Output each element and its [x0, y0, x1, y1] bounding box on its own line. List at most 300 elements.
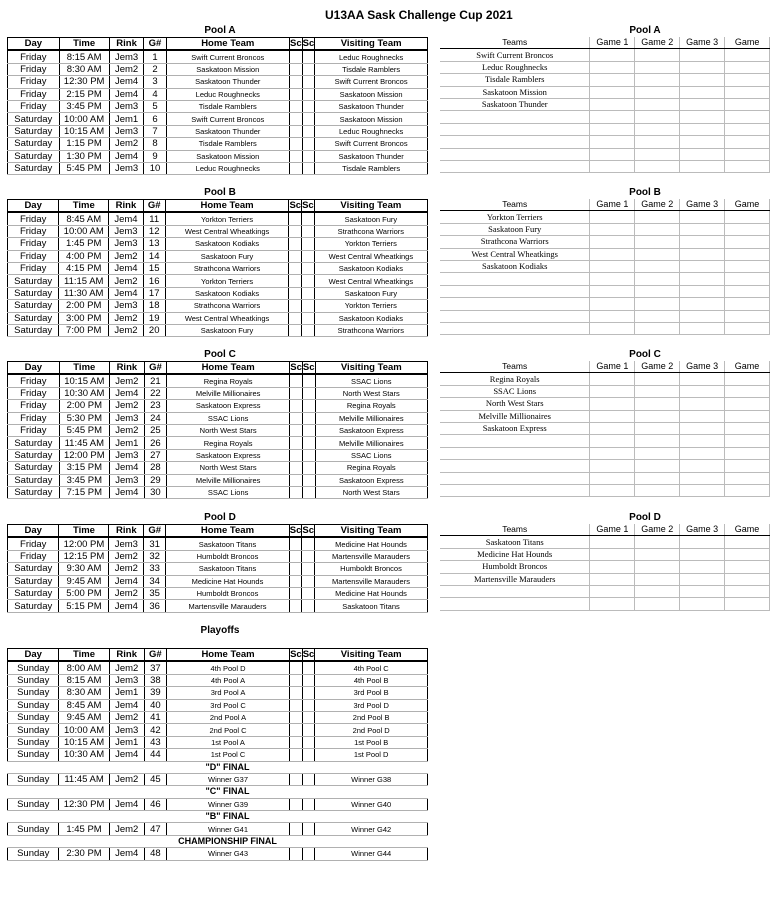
time-cell[interactable]: 8:45 AM — [59, 212, 109, 225]
rink-cell[interactable]: Jem2 — [109, 374, 144, 387]
day-cell[interactable]: Friday — [8, 212, 59, 225]
rink-cell[interactable]: Jem3 — [109, 724, 144, 736]
day-cell[interactable]: Friday — [8, 374, 60, 387]
standings-score-cell[interactable] — [635, 548, 680, 560]
standings-score-cell[interactable] — [590, 136, 635, 148]
standings-score-cell[interactable] — [725, 373, 770, 385]
visiting-team-cell[interactable]: 4th Pool C — [315, 661, 428, 674]
col-rink-header[interactable]: Rink — [109, 362, 144, 375]
standings-score-cell[interactable] — [635, 136, 680, 148]
day-cell[interactable]: Friday — [8, 412, 60, 424]
visiting-team-cell[interactable]: Swift Current Broncos — [315, 76, 428, 88]
standings-score-cell[interactable] — [635, 561, 680, 573]
standings-score-cell[interactable] — [680, 285, 725, 297]
visiting-score-cell[interactable] — [302, 736, 315, 748]
game-number-cell[interactable]: 42 — [144, 724, 166, 736]
standings-game2-header[interactable]: Game 2 — [635, 361, 680, 373]
time-cell[interactable]: 5:00 PM — [59, 587, 109, 599]
standings-score-cell[interactable] — [725, 398, 770, 410]
home-score-cell[interactable] — [290, 400, 303, 412]
home-score-cell[interactable] — [290, 848, 303, 860]
visiting-score-cell[interactable] — [302, 474, 315, 486]
col-score-header[interactable]: Sc — [290, 362, 302, 374]
standings-score-cell[interactable] — [680, 98, 725, 110]
visiting-team-cell[interactable]: Regina Royals — [315, 400, 427, 412]
standings-score-cell[interactable] — [590, 385, 635, 397]
day-cell[interactable]: Saturday — [8, 324, 59, 336]
standings-score-cell[interactable] — [725, 435, 770, 447]
time-cell[interactable]: 10:00 AM — [59, 724, 109, 736]
standings-score-cell[interactable] — [590, 61, 635, 73]
home-team-cell[interactable]: 1st Pool C — [166, 749, 289, 761]
standings-team-cell[interactable]: Tisdale Ramblers — [440, 74, 590, 86]
rink-cell[interactable]: Jem3 — [109, 300, 144, 312]
standings-score-cell[interactable] — [590, 273, 635, 285]
col-time-header[interactable]: Time — [59, 200, 109, 213]
standings-score-cell[interactable] — [725, 322, 770, 334]
game-number-cell[interactable]: 16 — [143, 275, 165, 287]
visiting-team-cell[interactable]: 2nd Pool B — [315, 711, 428, 723]
rink-cell[interactable]: Jem4 — [109, 212, 144, 225]
home-team-cell[interactable]: Tisdale Ramblers — [166, 138, 289, 150]
standings-score-cell[interactable] — [725, 447, 770, 459]
rink-cell[interactable]: Jem4 — [109, 848, 144, 860]
standings-score-cell[interactable] — [725, 49, 770, 61]
visiting-team-cell[interactable]: Martensville Marauders — [315, 550, 428, 562]
visiting-team-cell[interactable]: Saskatoon Thunder — [315, 150, 428, 162]
standings-team-cell[interactable] — [440, 111, 590, 123]
home-team-cell[interactable]: Saskatoon Express — [166, 449, 289, 461]
standings-score-cell[interactable] — [680, 223, 725, 235]
standings-score-cell[interactable] — [635, 398, 680, 410]
day-cell[interactable]: Saturday — [8, 138, 60, 150]
home-score-cell[interactable] — [290, 474, 303, 486]
rink-cell[interactable]: Jem3 — [109, 449, 144, 461]
day-cell[interactable]: Sunday — [8, 724, 59, 736]
home-score-cell[interactable] — [290, 773, 303, 785]
home-team-cell[interactable]: Saskatoon Mission — [166, 63, 289, 75]
standings-team-cell[interactable]: Saskatoon Thunder — [440, 98, 590, 110]
col-score-header[interactable]: Sc — [302, 525, 315, 537]
standings-team-cell[interactable] — [440, 484, 590, 496]
visiting-score-cell[interactable] — [302, 63, 315, 75]
standings-score-cell[interactable] — [725, 236, 770, 248]
standings-score-cell[interactable] — [680, 136, 725, 148]
visiting-team-cell[interactable]: North West Stars — [315, 387, 427, 399]
standings-score-cell[interactable] — [590, 248, 635, 260]
rink-cell[interactable]: Jem3 — [109, 412, 144, 424]
day-cell[interactable]: Saturday — [8, 449, 60, 461]
standings-score-cell[interactable] — [725, 148, 770, 160]
home-score-cell[interactable] — [290, 125, 303, 137]
standings-team-cell[interactable] — [440, 460, 590, 472]
standings-score-cell[interactable] — [590, 260, 635, 272]
standings-score-cell[interactable] — [725, 285, 770, 297]
home-score-cell[interactable] — [290, 424, 303, 436]
home-team-cell[interactable]: Saskatoon Kodiaks — [165, 238, 289, 250]
home-team-cell[interactable]: Leduc Roughnecks — [166, 162, 289, 174]
rink-cell[interactable]: Jem2 — [109, 587, 144, 599]
home-team-cell[interactable]: Swift Current Broncos — [166, 113, 289, 125]
rink-cell[interactable]: Jem4 — [109, 575, 144, 587]
game-number-cell[interactable]: 48 — [144, 848, 166, 860]
visiting-score-cell[interactable] — [302, 724, 315, 736]
rink-cell[interactable]: Jem4 — [109, 749, 144, 761]
standings-score-cell[interactable] — [680, 273, 725, 285]
visiting-team-cell[interactable]: 4th Pool B — [315, 674, 428, 686]
standings-score-cell[interactable] — [590, 373, 635, 385]
time-cell[interactable]: 12:00 PM — [59, 537, 109, 550]
game-number-cell[interactable]: 30 — [144, 486, 166, 498]
standings-score-cell[interactable] — [590, 472, 635, 484]
standings-score-cell[interactable] — [635, 435, 680, 447]
standings-score-cell[interactable] — [590, 410, 635, 422]
time-cell[interactable]: 12:30 PM — [59, 798, 109, 810]
home-team-cell[interactable]: Tisdale Ramblers — [166, 100, 289, 112]
day-cell[interactable]: Saturday — [8, 287, 59, 299]
home-score-cell[interactable] — [290, 138, 303, 150]
home-team-cell[interactable]: Saskatoon Titans — [166, 537, 290, 550]
standings-score-cell[interactable] — [725, 98, 770, 110]
standings-score-cell[interactable] — [725, 123, 770, 135]
col-score-header[interactable]: Sc — [289, 525, 302, 537]
game-number-cell[interactable]: 1 — [144, 50, 166, 63]
day-cell[interactable]: Friday — [8, 400, 60, 412]
standings-score-cell[interactable] — [680, 211, 725, 223]
game-number-cell[interactable]: 31 — [144, 537, 166, 550]
standings-team-cell[interactable] — [440, 285, 590, 297]
rink-cell[interactable]: Jem2 — [109, 773, 144, 785]
home-team-cell[interactable]: 2nd Pool C — [166, 724, 289, 736]
col-score-header[interactable]: Sc — [290, 38, 302, 50]
home-team-cell[interactable]: Saskatoon Kodiaks — [165, 287, 289, 299]
home-score-cell[interactable] — [289, 587, 302, 599]
standings-score-cell[interactable] — [590, 561, 635, 573]
standings-team-cell[interactable]: Saskatoon Express — [440, 422, 590, 434]
rink-cell[interactable]: Jem3 — [109, 125, 144, 137]
day-cell[interactable]: Friday — [8, 63, 60, 75]
standings-score-cell[interactable] — [680, 310, 725, 322]
col-day-header[interactable]: Day — [8, 200, 59, 213]
standings-score-cell[interactable] — [725, 484, 770, 496]
standings-score-cell[interactable] — [635, 86, 680, 98]
col-rink-header[interactable]: Rink — [109, 200, 144, 213]
col-visiting-header[interactable]: Visiting Team — [315, 525, 428, 538]
game-number-cell[interactable]: 43 — [144, 736, 166, 748]
standings-score-cell[interactable] — [635, 148, 680, 160]
time-cell[interactable]: 12:30 PM — [59, 76, 109, 88]
time-cell[interactable]: 10:15 AM — [59, 374, 109, 387]
rink-cell[interactable]: Jem2 — [109, 312, 144, 324]
standings-score-cell[interactable] — [725, 385, 770, 397]
rink-cell[interactable]: Jem4 — [109, 287, 144, 299]
standings-score-cell[interactable] — [635, 49, 680, 61]
home-team-cell[interactable]: Strathcona Warriors — [165, 262, 289, 274]
standings-score-cell[interactable] — [590, 160, 635, 172]
visiting-score-cell[interactable] — [302, 412, 315, 424]
time-cell[interactable]: 2:00 PM — [59, 300, 109, 312]
rink-cell[interactable]: Jem1 — [109, 113, 144, 125]
home-team-cell[interactable]: Winner G37 — [166, 773, 289, 785]
rink-cell[interactable]: Jem4 — [109, 150, 144, 162]
standings-score-cell[interactable] — [680, 123, 725, 135]
visiting-score-cell[interactable] — [302, 798, 315, 810]
standings-score-cell[interactable] — [635, 472, 680, 484]
game-number-cell[interactable]: 9 — [144, 150, 166, 162]
rink-cell[interactable]: Jem1 — [109, 687, 144, 699]
time-cell[interactable]: 10:30 AM — [59, 387, 109, 399]
standings-score-cell[interactable] — [635, 273, 680, 285]
col-score-header[interactable]: Sc — [302, 649, 315, 661]
standings-score-cell[interactable] — [635, 410, 680, 422]
standings-team-cell[interactable]: Martensville Marauders — [440, 573, 590, 585]
standings-score-cell[interactable] — [725, 536, 770, 548]
standings-score-cell[interactable] — [635, 322, 680, 334]
visiting-team-cell[interactable]: Saskatoon Express — [315, 424, 427, 436]
game-number-cell[interactable]: 2 — [144, 63, 166, 75]
home-score-cell[interactable] — [289, 575, 302, 587]
game-number-cell[interactable]: 39 — [144, 687, 166, 699]
col-home-header[interactable]: Home Team — [166, 649, 289, 662]
standings-game2-header[interactable]: Game 2 — [635, 199, 680, 211]
day-cell[interactable]: Friday — [8, 424, 60, 436]
home-team-cell[interactable]: Medicine Hat Hounds — [166, 575, 290, 587]
standings-teams-header[interactable]: Teams — [440, 361, 590, 373]
rink-cell[interactable]: Jem2 — [109, 550, 144, 562]
home-score-cell[interactable] — [290, 449, 303, 461]
standings-score-cell[interactable] — [635, 484, 680, 496]
home-score-cell[interactable] — [290, 724, 303, 736]
col-home-header[interactable]: Home Team — [166, 525, 290, 538]
game-number-cell[interactable]: 36 — [144, 600, 166, 612]
standings-score-cell[interactable] — [590, 460, 635, 472]
time-cell[interactable]: 11:15 AM — [59, 275, 109, 287]
standings-score-cell[interactable] — [725, 111, 770, 123]
standings-score-cell[interactable] — [635, 573, 680, 585]
visiting-score-cell[interactable] — [302, 424, 315, 436]
standings-score-cell[interactable] — [590, 322, 635, 334]
visiting-team-cell[interactable]: 1st Pool B — [315, 736, 428, 748]
day-cell[interactable]: Saturday — [8, 125, 60, 137]
standings-score-cell[interactable] — [725, 223, 770, 235]
home-score-cell[interactable] — [289, 312, 302, 324]
visiting-team-cell[interactable]: Melville Millionaires — [315, 412, 427, 424]
standings-score-cell[interactable] — [725, 422, 770, 434]
game-number-cell[interactable]: 32 — [144, 550, 166, 562]
home-team-cell[interactable]: 1st Pool A — [166, 736, 289, 748]
standings-team-cell[interactable] — [440, 136, 590, 148]
visiting-team-cell[interactable]: Saskatoon Fury — [314, 287, 427, 299]
standings-score-cell[interactable] — [680, 410, 725, 422]
visiting-score-cell[interactable] — [302, 687, 315, 699]
standings-score-cell[interactable] — [725, 472, 770, 484]
game-number-cell[interactable]: 14 — [143, 250, 165, 262]
standings-game1-header[interactable]: Game 1 — [590, 199, 635, 211]
time-cell[interactable]: 5:45 PM — [59, 424, 109, 436]
rink-cell[interactable]: Jem3 — [109, 474, 144, 486]
standings-score-cell[interactable] — [680, 548, 725, 560]
standings-score-cell[interactable] — [590, 123, 635, 135]
day-cell[interactable]: Friday — [8, 76, 60, 88]
standings-teams-header[interactable]: Teams — [440, 199, 590, 211]
standings-team-cell[interactable]: North West Stars — [440, 398, 590, 410]
standings-game2-header[interactable]: Game 2 — [635, 37, 680, 49]
game-number-cell[interactable]: 44 — [144, 749, 166, 761]
home-score-cell[interactable] — [289, 300, 302, 312]
visiting-score-cell[interactable] — [302, 150, 315, 162]
rink-cell[interactable]: Jem2 — [109, 138, 144, 150]
time-cell[interactable]: 4:15 PM — [59, 262, 109, 274]
game-number-cell[interactable]: 7 — [144, 125, 166, 137]
standings-score-cell[interactable] — [635, 298, 680, 310]
day-cell[interactable]: Saturday — [8, 150, 60, 162]
home-score-cell[interactable] — [289, 287, 302, 299]
visiting-team-cell[interactable]: Saskatoon Mission — [315, 113, 428, 125]
game-number-cell[interactable]: 29 — [144, 474, 166, 486]
standings-team-cell[interactable]: Leduc Roughnecks — [440, 61, 590, 73]
home-team-cell[interactable]: West Central Wheatkings — [165, 225, 289, 237]
rink-cell[interactable]: Jem2 — [109, 250, 144, 262]
standings-team-cell[interactable] — [440, 148, 590, 160]
day-cell[interactable]: Saturday — [8, 162, 60, 174]
visiting-team-cell[interactable]: Martensville Marauders — [315, 575, 428, 587]
time-cell[interactable]: 3:45 PM — [59, 100, 109, 112]
day-cell[interactable]: Sunday — [8, 661, 59, 674]
day-cell[interactable]: Saturday — [8, 113, 60, 125]
home-team-cell[interactable]: Winner G39 — [166, 798, 289, 810]
time-cell[interactable]: 1:45 PM — [59, 823, 109, 835]
standings-score-cell[interactable] — [680, 248, 725, 260]
visiting-score-cell[interactable] — [302, 324, 315, 336]
game-number-cell[interactable]: 45 — [144, 773, 166, 785]
game-number-cell[interactable]: 28 — [144, 462, 166, 474]
standings-game3-header[interactable]: Game 3 — [680, 37, 725, 49]
time-cell[interactable]: 10:00 AM — [59, 113, 109, 125]
home-team-cell[interactable]: Saskatoon Mission — [166, 150, 289, 162]
home-team-cell[interactable]: Strathcona Warriors — [165, 300, 289, 312]
standings-team-cell[interactable] — [440, 447, 590, 459]
standings-game4-header[interactable]: Game — [725, 361, 770, 373]
standings-team-cell[interactable]: Melville Millionaires — [440, 410, 590, 422]
visiting-score-cell[interactable] — [302, 88, 315, 100]
game-number-cell[interactable]: 6 — [144, 113, 166, 125]
rink-cell[interactable]: Jem2 — [109, 711, 144, 723]
standings-team-cell[interactable]: Saskatoon Fury — [440, 223, 590, 235]
home-score-cell[interactable] — [289, 550, 302, 562]
standings-game3-header[interactable]: Game 3 — [680, 199, 725, 211]
standings-score-cell[interactable] — [680, 484, 725, 496]
standings-score-cell[interactable] — [590, 573, 635, 585]
home-team-cell[interactable]: Yorkton Terriers — [165, 275, 289, 287]
rink-cell[interactable]: Jem2 — [109, 563, 144, 575]
standings-score-cell[interactable] — [635, 123, 680, 135]
standings-score-cell[interactable] — [725, 573, 770, 585]
col-day-header[interactable]: Day — [8, 525, 59, 538]
standings-score-cell[interactable] — [590, 74, 635, 86]
standings-score-cell[interactable] — [725, 260, 770, 272]
standings-team-cell[interactable] — [440, 322, 590, 334]
day-cell[interactable]: Saturday — [8, 312, 59, 324]
time-cell[interactable]: 12:00 PM — [59, 449, 109, 461]
time-cell[interactable]: 9:45 AM — [59, 711, 109, 723]
visiting-team-cell[interactable]: Saskatoon Thunder — [315, 100, 428, 112]
game-number-cell[interactable]: 37 — [144, 661, 166, 674]
visiting-team-cell[interactable]: Tisdale Ramblers — [315, 162, 428, 174]
visiting-team-cell[interactable]: Leduc Roughnecks — [315, 50, 428, 63]
home-team-cell[interactable]: Saskatoon Fury — [165, 250, 289, 262]
col-time-header[interactable]: Time — [59, 362, 109, 375]
game-number-cell[interactable]: 47 — [144, 823, 166, 835]
visiting-team-cell[interactable]: SSAC Lions — [315, 374, 427, 387]
standings-team-cell[interactable] — [440, 598, 590, 610]
home-score-cell[interactable] — [290, 387, 303, 399]
home-team-cell[interactable]: Martensville Marauders — [166, 600, 290, 612]
game-number-cell[interactable]: 41 — [144, 711, 166, 723]
standings-score-cell[interactable] — [680, 111, 725, 123]
col-time-header[interactable]: Time — [59, 649, 109, 662]
standings-score-cell[interactable] — [635, 373, 680, 385]
day-cell[interactable]: Saturday — [8, 486, 60, 498]
visiting-team-cell[interactable]: 1st Pool D — [315, 749, 428, 761]
visiting-score-cell[interactable] — [302, 848, 315, 860]
day-cell[interactable]: Saturday — [8, 462, 60, 474]
home-team-cell[interactable]: SSAC Lions — [166, 412, 289, 424]
rink-cell[interactable]: Jem3 — [109, 162, 144, 174]
time-cell[interactable]: 10:30 AM — [59, 749, 109, 761]
standings-score-cell[interactable] — [680, 236, 725, 248]
rink-cell[interactable]: Jem4 — [109, 88, 144, 100]
standings-score-cell[interactable] — [590, 86, 635, 98]
col-rink-header[interactable]: Rink — [109, 649, 144, 662]
day-cell[interactable]: Friday — [8, 537, 59, 550]
home-score-cell[interactable] — [289, 600, 302, 612]
standings-score-cell[interactable] — [725, 561, 770, 573]
standings-score-cell[interactable] — [590, 548, 635, 560]
standings-score-cell[interactable] — [680, 460, 725, 472]
visiting-score-cell[interactable] — [302, 449, 315, 461]
time-cell[interactable]: 1:45 PM — [59, 238, 109, 250]
game-number-cell[interactable]: 10 — [144, 162, 166, 174]
standings-score-cell[interactable] — [680, 422, 725, 434]
standings-team-cell[interactable]: Saskatoon Kodiaks — [440, 260, 590, 272]
game-number-cell[interactable]: 26 — [144, 437, 166, 449]
game-number-cell[interactable]: 19 — [143, 312, 165, 324]
standings-score-cell[interactable] — [635, 160, 680, 172]
home-team-cell[interactable]: West Central Wheatkings — [165, 312, 289, 324]
standings-score-cell[interactable] — [725, 248, 770, 260]
standings-score-cell[interactable] — [725, 410, 770, 422]
home-team-cell[interactable]: Saskatoon Express — [166, 400, 289, 412]
rink-cell[interactable]: Jem4 — [109, 462, 144, 474]
home-team-cell[interactable]: Humboldt Broncos — [166, 550, 290, 562]
standings-score-cell[interactable] — [680, 61, 725, 73]
day-cell[interactable]: Saturday — [8, 300, 59, 312]
standings-score-cell[interactable] — [590, 536, 635, 548]
home-team-cell[interactable]: Saskatoon Fury — [165, 324, 289, 336]
home-score-cell[interactable] — [290, 674, 303, 686]
game-number-cell[interactable]: 40 — [144, 699, 166, 711]
col-visiting-header[interactable]: Visiting Team — [315, 38, 428, 51]
game-number-cell[interactable]: 8 — [144, 138, 166, 150]
standings-score-cell[interactable] — [680, 373, 725, 385]
standings-score-cell[interactable] — [725, 86, 770, 98]
home-team-cell[interactable]: Saskatoon Titans — [166, 563, 290, 575]
col-visiting-header[interactable]: Visiting Team — [315, 649, 428, 662]
day-cell[interactable]: Saturday — [8, 563, 59, 575]
home-score-cell[interactable] — [290, 162, 303, 174]
rink-cell[interactable]: Jem4 — [109, 798, 144, 810]
visiting-score-cell[interactable] — [302, 563, 315, 575]
